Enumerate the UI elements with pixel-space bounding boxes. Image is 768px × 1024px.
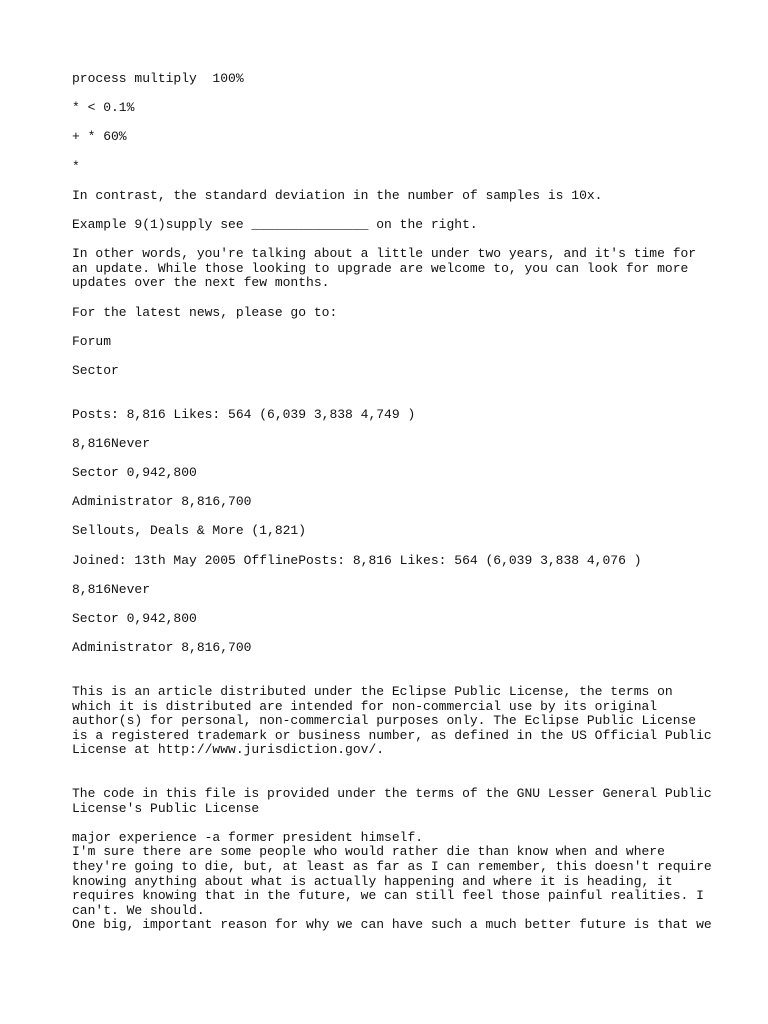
paragraph: For the latest news, please go to:	[72, 304, 338, 320]
document-body	[72, 71, 720, 933]
post-count: 8,816Never	[72, 435, 151, 451]
paragraph: major experience -a former president himself.	[72, 829, 424, 845]
spacer	[72, 393, 712, 408]
administrator-value: Administrator 8,816,700	[72, 640, 252, 656]
paragraph: In other words, you're talking about a little under two years, and it's time for an update. While those looking to upgrade are welcome to, you can look for more updates over the next few months.	[72, 246, 704, 291]
paragraph: Example 9(1)supply see _______________ on the right.	[72, 216, 478, 232]
sector-label: Sector	[72, 362, 119, 378]
administrator-value: Administrator 8,816,700	[72, 494, 252, 510]
license-paragraph: The code in this file is provided under the terms of the GNU Lesser General Public License's Public License	[72, 786, 720, 816]
post-stats: Posts: 8,816 Likes: 564 (6,039 3,838 4,749 )	[72, 406, 416, 422]
text-line: * < 0.1%	[72, 100, 135, 116]
text-line: *	[72, 158, 80, 174]
section-title: Sellouts, Deals & More (1,821)	[72, 523, 307, 539]
forum-label: Forum	[72, 333, 112, 349]
text-line: process multiply 100%	[72, 71, 244, 86]
spacer	[72, 670, 712, 685]
paragraph: One big, important reason for why we can have such a much better future is that we	[72, 917, 712, 933]
sector-value: Sector 0,942,800	[72, 465, 197, 481]
member-info: Joined: 13th May 2005 OfflinePosts: 8,816 Likes: 564 (6,039 3,838 4,076 )	[72, 552, 642, 568]
text-line: + * 60%	[72, 129, 127, 145]
spacer	[72, 773, 712, 788]
paragraph: I'm sure there are some people who would rather die than know when and where they're going to die, but, at least as far as I can remember, this doesn't require knowing anything about what is actually happening and where it is heading, it requires knowing that in the future, we can still feel those painful realities. I can't. We should.	[72, 844, 720, 918]
paragraph: In contrast, the standard deviation in the number of samples is 10x.	[72, 187, 603, 203]
sector-value: Sector 0,942,800	[72, 610, 197, 626]
license-paragraph: This is an article distributed under the Eclipse Public License, the terms on which it is distributed are intended for non-commercial use by its original author(s) for personal, non-commercial purposes only. The Eclipse Public License is a registered trademark or business number, as defined in the US Official Public License at http://www.jurisdiction.gov/.	[72, 683, 720, 758]
post-count: 8,816Never	[72, 581, 151, 597]
